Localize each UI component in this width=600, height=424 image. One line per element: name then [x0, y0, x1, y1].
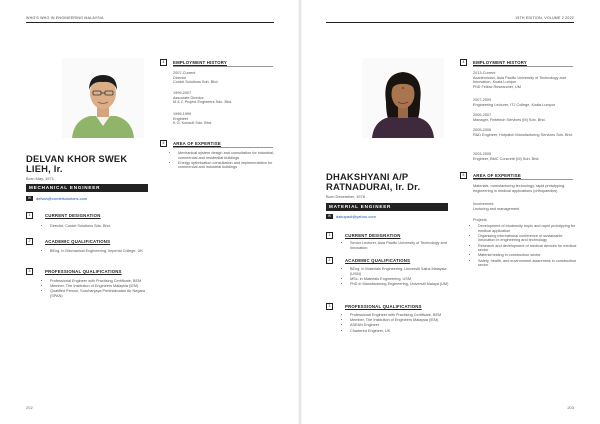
list-item: • Material testing in construction sector — [478, 253, 578, 258]
list-item: • BEng. in Materials Engineering, Universiti Sains Malaysia (USM) — [350, 267, 450, 276]
email-icon: ✉ — [27, 196, 31, 200]
professional-qualifications-title: PROFESSIONAL QUALIFICATIONS — [345, 304, 422, 309]
section-number-3: 3 — [26, 268, 33, 275]
section-number-1: 1 — [26, 212, 33, 219]
right-page — [300, 0, 600, 424]
projects-label: Projects — [473, 218, 487, 222]
employment-company: PhD Fellow Researcher, UM — [473, 84, 521, 89]
professional-list — [345, 313, 452, 334]
current-designation-list — [345, 241, 450, 251]
current-designation-list — [45, 224, 150, 229]
header-rule — [326, 22, 574, 23]
section-number-1: 1 — [326, 232, 333, 239]
employment-position: Engineer, BMC Concrete (M) Sdn. Bhd. — [473, 156, 540, 161]
area-of-expertise-title: AREA OF EXPERTISE — [473, 173, 521, 178]
current-designation-title: CURRENT DESIGNATION — [45, 213, 101, 218]
employment-position: R&D Engineer, Hotpatch Manufacturing Services Sdn. Bhd. — [473, 132, 573, 137]
list-item: • Professional Engineer with Practising Certificate, BEM — [50, 279, 150, 284]
list-item: • Qualified Person, Suruhanjaya Perkhidmatan Air Negara (SPAN) — [50, 289, 150, 298]
section-rule — [473, 179, 573, 180]
list-item: • Professional Engineer with Practising Certificate, BEM — [350, 313, 452, 318]
employment-period: 2005-2006 — [473, 128, 492, 132]
employment-position: Academician, Asia Pacific University of Technology and Innovation, Kuala Lumpur — [473, 75, 566, 85]
expertise-list — [173, 151, 278, 171]
list-item: • Mechanical system design and consultation for industrial, commercial and residential buildings — [178, 151, 278, 160]
employment-entry — [173, 71, 219, 85]
section-number-5: 5 — [460, 172, 467, 179]
list-item: • BEng. in Mechanical Engineering, Imperial College, UK — [50, 249, 150, 254]
list-item: • MSc. in Materials Engineering, USM — [350, 277, 450, 282]
email-icon: ✉ — [327, 214, 331, 218]
section-number-2: 2 — [26, 238, 33, 245]
list-item: • Research and development of medical devices for medical sector — [478, 244, 578, 253]
page-number-right: 203 — [567, 405, 574, 410]
employment-company: Cordel Solutions Sdn. Bhd. — [173, 80, 219, 85]
email-link[interactable]: delvan@cordelsolutions.com — [36, 196, 88, 201]
section-number-2: 2 — [326, 257, 333, 264]
academic-list — [45, 249, 150, 254]
section-number-4: 4 — [460, 59, 467, 66]
employment-period: 1996-1999 — [173, 112, 192, 116]
list-item: • Chartered Engineer, UK — [350, 329, 452, 334]
employment-position: Engineer — [173, 116, 189, 121]
list-item: • PhD in Manufacturing Engineering, Universiti Malaya (UM) — [350, 282, 450, 287]
section-number-3: 3 — [326, 303, 333, 310]
expertise-intro-text: Materials, manufacturing technology, rapid prototyping, engineering in medical applications (orthopaedics) — [473, 184, 566, 193]
expertise-intro — [473, 184, 575, 193]
section-rule — [473, 66, 573, 67]
employment-period: 2013-Current — [473, 71, 496, 75]
list-item: • Member, The Institution of Engineers Malaysia (IEM) — [50, 284, 150, 289]
academic-qualifications-title: ACADEMIC QUALIFICATIONS — [45, 239, 111, 244]
list-item: • Energy optimisation consultation and implementation for commercial and industrial buildings — [178, 161, 278, 170]
current-designation-title: CURRENT DESIGNATION — [345, 233, 401, 238]
employment-entry — [473, 152, 575, 161]
employment-entry — [173, 112, 212, 126]
page-number-left: 202 — [26, 405, 33, 410]
employment-period: 1999-2007 — [173, 91, 192, 95]
employment-entry — [473, 128, 573, 137]
list-item: • Development of biodensity tropic and rapid prototyping for medical application — [478, 224, 578, 233]
running-header-left: WHO'S WHO IN ENGINEERING MALAYSIA — [26, 16, 104, 20]
employment-company: K.G. Konsult Sdn. Bhd. — [173, 121, 213, 126]
employment-entry — [473, 71, 575, 89]
list-item: • Director, Cordel Solutions Sdn. Bhd. — [50, 224, 150, 229]
employment-position: Associate Director — [173, 95, 204, 100]
profile-name-line1: DELVAN KHOR SWEK — [26, 153, 128, 164]
profile-name-line1: DHAKSHYANI A/P — [326, 171, 409, 182]
employment-period: 2006-2007 — [473, 113, 492, 117]
book-gutter — [298, 0, 302, 424]
employment-position: Manager, Fintetech Services (M) Sdn. Bhd. — [473, 117, 546, 122]
employment-entry — [473, 98, 575, 107]
employment-history-title: EMPLOYMENT HISTORY — [173, 60, 227, 65]
header-rule — [26, 22, 274, 23]
employment-period: 2007-Current — [173, 71, 196, 75]
list-item: • Senior Lecturer, Asia Pacific University of Technology and Innovation — [350, 241, 450, 250]
employment-position: Director — [173, 75, 187, 80]
employment-period: 2003-2005 — [473, 152, 492, 156]
profile-name-line2: LIEH, Ir. — [26, 163, 63, 174]
profile-name-line2: RATNADURAI, Ir. Dr. — [326, 181, 421, 192]
list-item: • Safety, health, and environment awareness in construction sector — [478, 259, 578, 268]
list-item: • Member, The Institution of Engineers Malaysia (IEM) — [350, 318, 452, 323]
profession-bar: MATERIAL ENGINEER — [326, 203, 448, 211]
email-link[interactable]: dakupaol@yahoo.com — [336, 214, 376, 219]
portrait-photo-dhakshyani — [362, 58, 444, 138]
employment-period: 2007-2009 — [473, 98, 492, 102]
projects-list — [473, 224, 578, 268]
professional-qualifications-title: PROFESSIONAL QUALIFICATIONS — [45, 269, 122, 274]
portrait-photo-delvan — [62, 58, 144, 138]
professional-list — [45, 279, 150, 299]
employment-company: M & C Project Engineers Sdn. Bhd. — [173, 100, 233, 105]
birth-date: Born May, 1971 — [26, 176, 54, 181]
section-rule — [173, 147, 273, 148]
employment-entry — [473, 113, 575, 122]
section-rule — [173, 66, 273, 67]
academic-list — [345, 267, 450, 287]
birth-date: Born December, 1976 — [326, 194, 365, 199]
employment-history-title: EMPLOYMENT HISTORY — [473, 60, 527, 65]
academic-qualifications-title: ACADEMIC QUALIFICATIONS — [345, 258, 411, 263]
section-number-5: 5 — [160, 140, 167, 147]
profession-bar: MECHANICAL ENGINEER — [26, 184, 148, 192]
involvement-value: Lecturing and management — [473, 206, 520, 211]
employment-position: Engineering Lecturer, ITJ College, Kuala Lumpur — [473, 102, 556, 107]
involvement-block — [473, 202, 519, 211]
list-item: • ASEAN Engineer — [350, 323, 452, 328]
section-number-4: 4 — [160, 59, 167, 66]
involvement-label: Involvement — [473, 202, 494, 206]
employment-entry — [173, 91, 232, 105]
running-header-right: 15TH EDITION, VOLUME 2 2022 — [515, 16, 574, 20]
list-item: • Organising international conference of sustainable innovation in engineering and technology — [478, 234, 578, 243]
area-of-expertise-title: AREA OF EXPERTISE — [173, 141, 221, 146]
